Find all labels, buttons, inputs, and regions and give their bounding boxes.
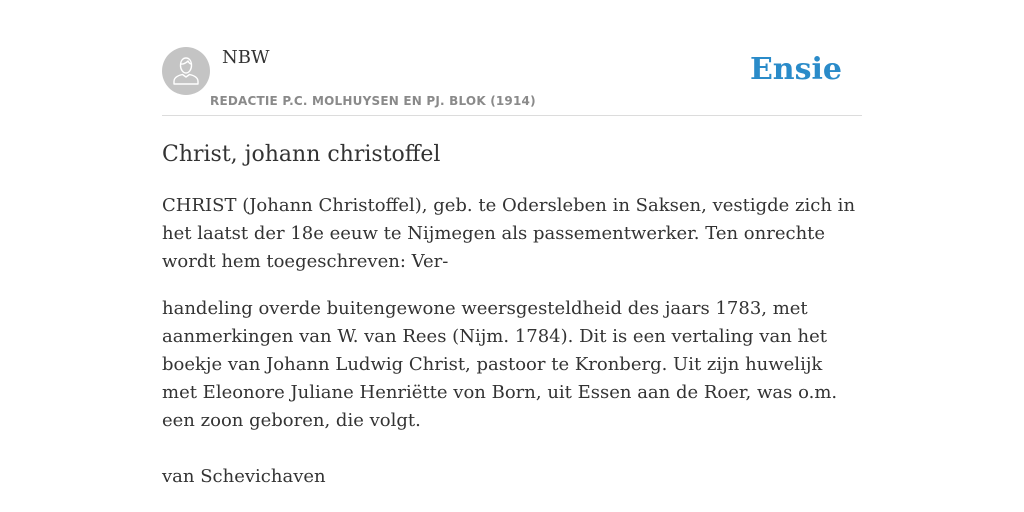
author-subtitle: REDACTIE P.C. MOLHUYSEN EN PJ. BLOK (1914): [210, 94, 536, 108]
ensie-logo[interactable]: Ensie: [749, 52, 842, 87]
author-name[interactable]: NBW: [222, 47, 270, 68]
article-author-credit: van Schevichaven: [162, 466, 326, 487]
article-paragraph: CHRIST (Johann Christoffel), geb. te Odersleben in Saksen, vestigde zich in het laatst der 18e eeuw te Nijmegen als passementwerker. Ten onrechte wordt hem toegeschreven: Ver-: [162, 195, 856, 272]
user-silhouette-icon: [162, 47, 210, 95]
page-title: Christ, johann christoffel: [162, 142, 441, 167]
article-paragraph: handeling overde buitengewone weersgesteldheid des jaars 1783, met aanmerkingen van W. van Rees (Nijm. 1784). Dit is een vertaling van het boekje van Johann Ludwig Christ, pastoor te Kronberg. Uit zijn huwelijk met Eleonore Juliane Henriëtte von Born, uit Essen aan de Roer, was o.m. een zoon geboren, die volgt.: [162, 298, 838, 431]
author-avatar[interactable]: [162, 47, 210, 95]
article-header: [162, 46, 862, 116]
